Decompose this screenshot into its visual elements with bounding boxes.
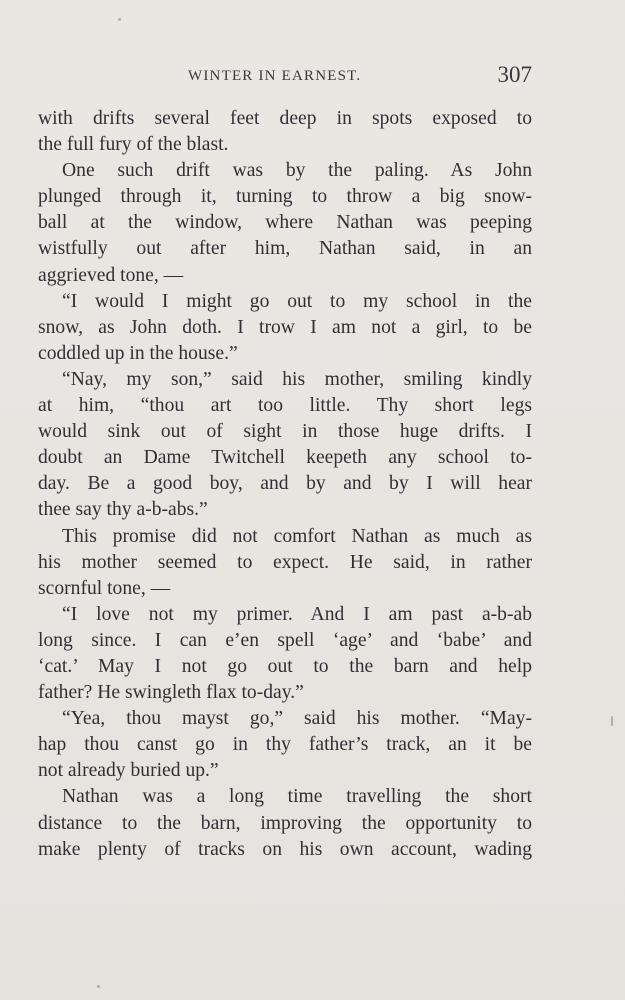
text-line: “Nay, my son,” said his mother, smiling kindly bbox=[62, 368, 532, 390]
text-line: ‘cat.’ May I not go out to the barn and help bbox=[38, 655, 532, 677]
text-line: snow, as John doth. I trow I am not a girl, to be bbox=[38, 316, 532, 338]
text-line: hap thou canst go in thy father’s track, an it be bbox=[38, 734, 532, 756]
text-line: his mother seemed to expect. He said, in rather bbox=[38, 551, 532, 573]
paper-speck bbox=[97, 985, 100, 988]
text-line: “I love not my primer. And I am past a-b-ab bbox=[62, 603, 532, 625]
text-line: father? He swingleth flax to-day.” bbox=[38, 682, 304, 704]
paper-speck bbox=[118, 18, 121, 21]
text-line: scornful tone, — bbox=[38, 577, 171, 599]
text-line: doubt an Dame Twitchell keepeth any school to- bbox=[38, 447, 532, 469]
text-line: make plenty of tracks on his own account, wading bbox=[38, 838, 532, 860]
text-line: thee say thy a-b-abs.” bbox=[38, 499, 208, 521]
text-line: distance to the barn, improving the opportunity to bbox=[38, 812, 532, 834]
page-number: 307 bbox=[497, 62, 532, 87]
text-line: “Yea, thou mayst go,” said his mother. “May- bbox=[62, 708, 532, 730]
text-line: would sink out of sight in those huge drifts. I bbox=[38, 421, 532, 443]
text-line: coddled up in the house.” bbox=[38, 342, 238, 364]
running-title: WINTER IN EARNEST. bbox=[188, 68, 362, 84]
text-line: with drifts several feet deep in spots exposed to bbox=[38, 108, 532, 129]
text-line: “I would I might go out to my school in the bbox=[62, 290, 532, 312]
text-line: ball at the window, where Nathan was peeping bbox=[38, 212, 532, 234]
text-line: wistfully out after him, Nathan said, in an bbox=[38, 238, 532, 260]
text-line: the full fury of the blast. bbox=[38, 134, 229, 156]
text-line: This promise did not comfort Nathan as much as bbox=[62, 525, 532, 547]
text-line: at him, “thou art too little. Thy short legs bbox=[38, 395, 532, 417]
text-line: One such drift was by the paling. As John bbox=[62, 160, 532, 182]
paper-speck bbox=[611, 716, 613, 726]
body-text bbox=[38, 106, 532, 863]
page-header bbox=[38, 64, 532, 92]
text-line: plunged through it, turning to throw a big snow- bbox=[38, 186, 532, 208]
text-line: day. Be a good boy, and by and by I will hear bbox=[38, 473, 532, 495]
text-line: long since. I can e’en spell ‘age’ and ‘babe’ and bbox=[38, 629, 532, 651]
text-line: Nathan was a long time travelling the short bbox=[62, 786, 532, 808]
text-line: aggrieved tone, — bbox=[38, 264, 184, 286]
text-line: not already buried up.” bbox=[38, 760, 219, 782]
